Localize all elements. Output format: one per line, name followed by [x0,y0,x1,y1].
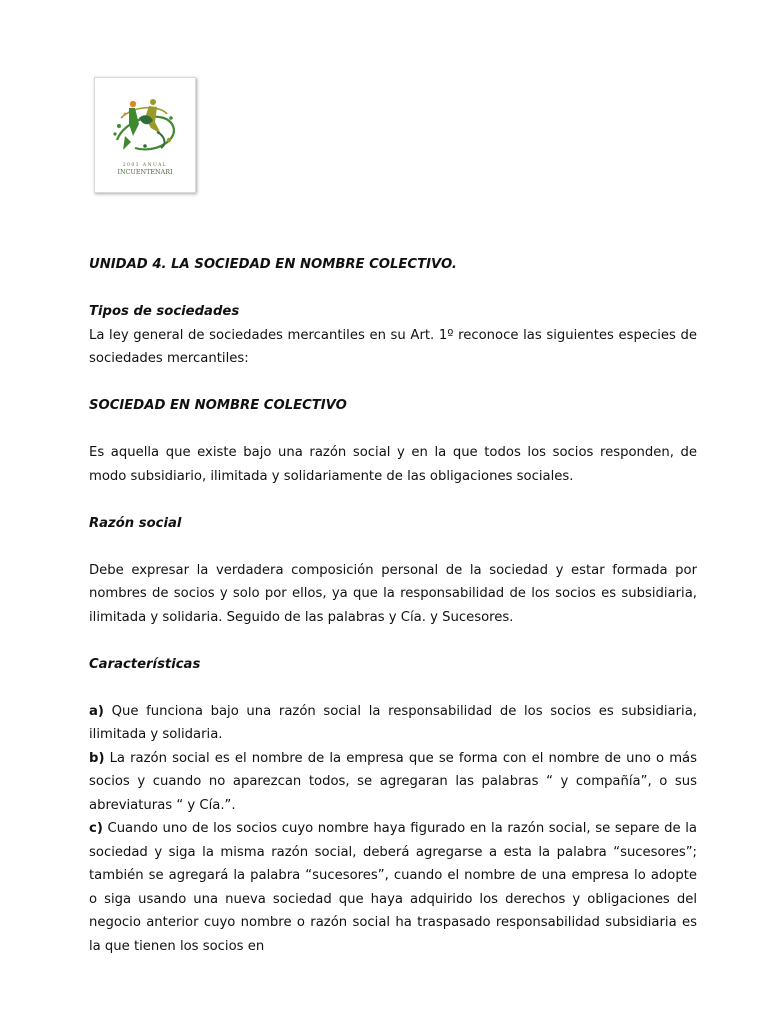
logo-emblem-graphic [95,78,195,192]
logo-text-year: 2003 ANUAL [122,163,168,168]
item-letter: b) [89,750,105,766]
list-item-a [89,700,697,747]
snc-heading: SOCIEDAD EN NOMBRE COLECTIVO [89,398,347,413]
list-item-b [89,747,697,818]
item-text: Que funciona bajo una razón social la responsabilidad de los socios es subsidiaria, ilimitada y solidaria. [89,703,697,742]
logo-text-name: INCUENTENARI [117,168,173,176]
anniversary-logo [94,77,196,193]
item-letter: c) [89,821,103,836]
razon-social-paragraph: Debe expresar la verdadera composición personal de la sociedad y estar formada por nombres de socios y solo por ellos, ya que la responsabilidad de los socios es subsidiaria, ilimitada y solidaria. Seguido de las palabras y Cía. y Sucesores. [89,562,697,625]
item-text: Cuando uno de los socios cuyo nombre haya figurado en la razón social, se separe de la sociedad y siga la misma razón social, deberá agregarse a esta la palabra “sucesores”; también se agregará la palabra “sucesores”, cuando el nombre de una empresa lo adopte o siga usando una nueva sociedad que haya adquirido los derechos y obligaciones del negocio anterior cuyo nombre o razón social ha traspasado responsabilidad subsidiaria es la que tienen los socios en [89,821,697,954]
item-text: La razón social es el nombre de la empresa que se forma con el nombre de uno o más socios y cuando no aparezcan todos, se agregaran las palabras “ y compañía”, o sus abreviaturas “ y Cía.”. [89,750,697,813]
unit-title: UNIDAD 4. LA SOCIEDAD EN NOMBRE COLECTIVO. [89,257,457,272]
document-body [89,253,697,958]
snc-paragraph: Es aquella que existe bajo una razón social y en la que todos los socios responden, de modo subsidiario, ilimitada y solidariamente de las obligaciones sociales. [89,445,697,484]
item-letter: a) [89,703,104,719]
types-heading: Tipos de sociedades [89,304,240,319]
razon-social-heading: Razón social [89,515,182,531]
types-paragraph: La ley general de sociedades mercantiles en su Art. 1º reconoce las siguientes especies de sociedades mercantiles: [89,327,697,366]
list-item-c [89,817,697,958]
caracteristicas-heading: Características [89,656,201,672]
